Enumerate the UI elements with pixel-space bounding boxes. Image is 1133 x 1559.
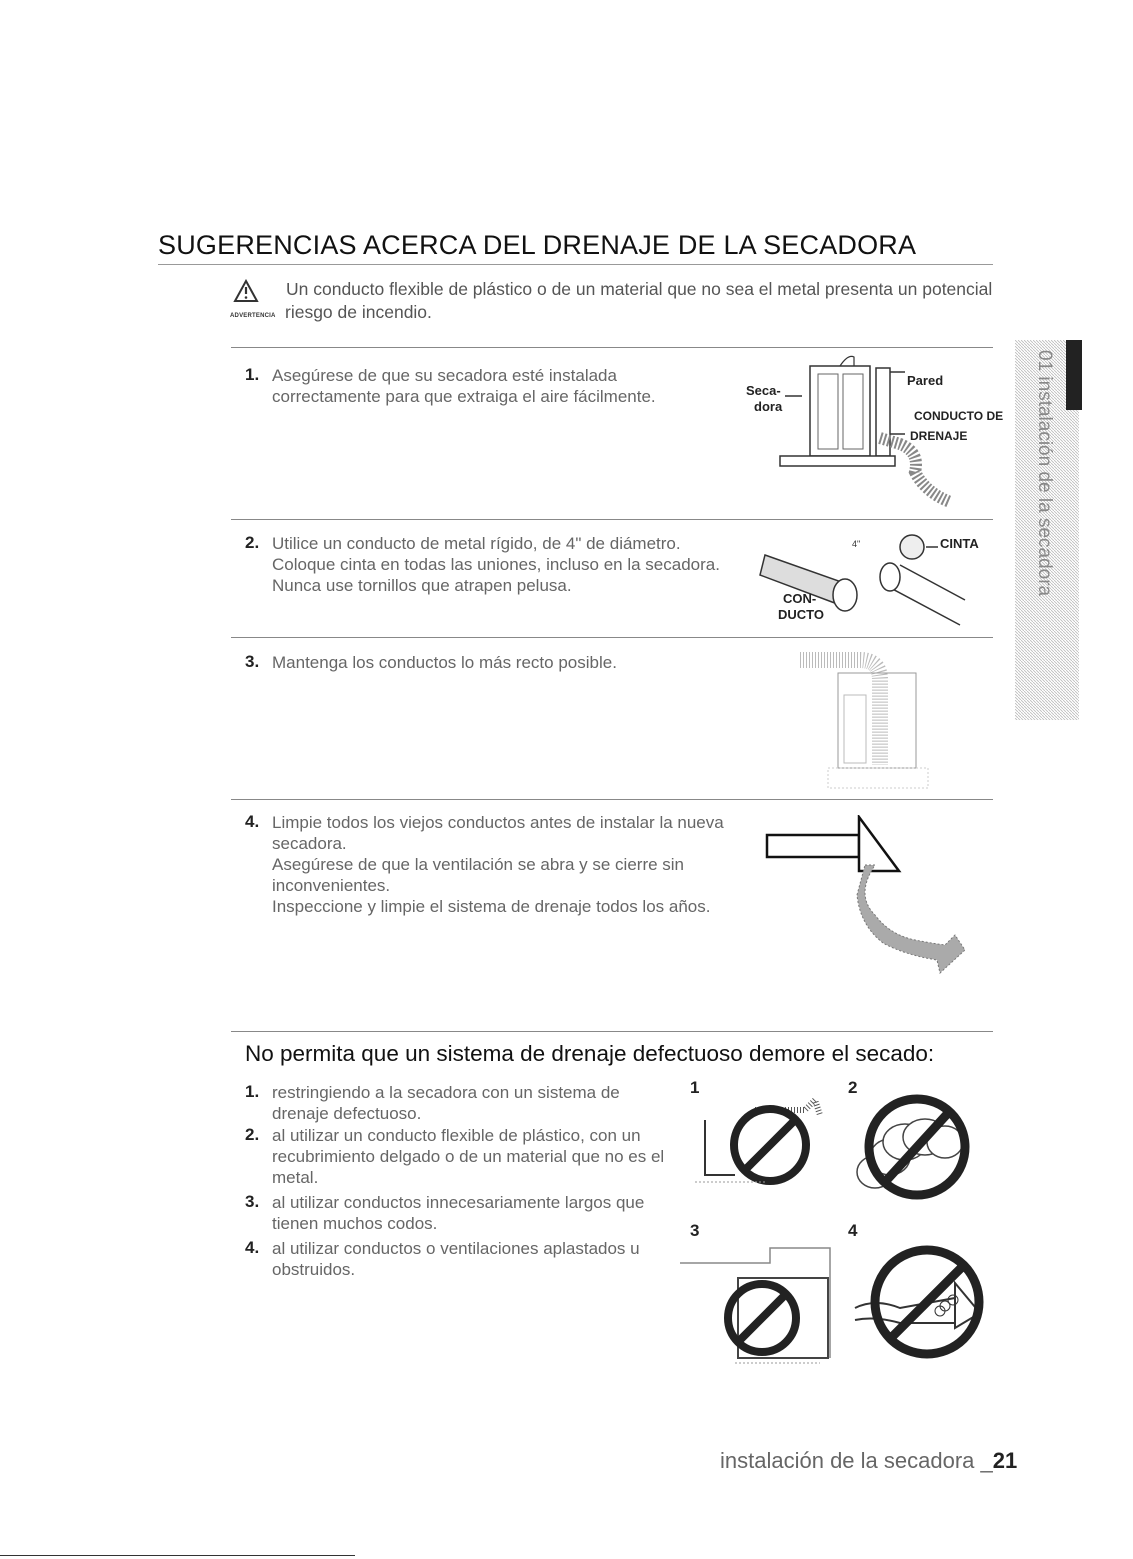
prohibited-long-duct-icon — [680, 1238, 840, 1368]
page-title: SUGERENCIAS ACERCA DEL DRENAJE DE LA SECADORA — [158, 230, 917, 260]
footer-section: instalación de la secadora _ — [720, 1448, 993, 1473]
section-divider — [231, 519, 993, 520]
step-text: Mantenga los conductos lo más recto posible. — [272, 653, 617, 672]
prohibited-restricted-duct-icon — [695, 1090, 840, 1190]
prohibited-flexible-duct-icon — [845, 1092, 995, 1202]
figure-number: 3 — [690, 1221, 700, 1240]
duct-label: DRENAJE — [910, 429, 968, 443]
bottom-rule — [0, 1555, 355, 1556]
list-item-text: al utilizar conductos o ventilaciones aplastados u obstruidos. — [272, 1239, 640, 1279]
figure-number: 1 — [690, 1078, 700, 1097]
step-number: 4. — [245, 812, 260, 831]
section-subtitle: No permita que un sistema de drenaje defectuoso demore el secado: — [245, 1041, 935, 1066]
section-divider — [231, 347, 993, 348]
list-number: 2. — [245, 1125, 260, 1144]
list-item-text: restringiendo a la secadora con un sistema de drenaje defectuoso. — [272, 1083, 620, 1123]
title-divider — [158, 264, 993, 265]
tape-label: CINTA — [940, 536, 979, 551]
straight-duct-illustration — [800, 645, 940, 795]
vent-flap-illustration — [765, 815, 980, 985]
warning-label: ADVERTENCIA — [230, 313, 276, 319]
dryer-label: dora — [754, 399, 783, 414]
chapter-tab-label: 01 instalación de la secadora — [1034, 350, 1055, 597]
figure-number: 4 — [848, 1221, 858, 1240]
prohibited-crushed-duct-icon — [845, 1238, 995, 1368]
section-divider — [231, 1031, 993, 1032]
page-number: 21 — [992, 1448, 1018, 1473]
list-item-text: al utilizar conductos innecesariamente largos que tienen muchos codos. — [272, 1193, 645, 1233]
list-item-text: al utilizar un conducto flexible de plástico, con un recubrimiento delgado o de un material que no es el metal. — [272, 1126, 665, 1187]
warning-triangle-icon — [233, 279, 259, 303]
list-number: 4. — [245, 1238, 260, 1257]
duct-label: DUCTO — [778, 607, 824, 622]
duct-label: CONDUCTO DE — [914, 409, 1004, 423]
duct-label: CON- — [783, 591, 817, 606]
step-number: 2. — [245, 533, 260, 552]
step-number: 1. — [245, 365, 260, 384]
step-text: Asegúrese de que su secadora esté instalada correctamente para que extraiga el aire fácilmente. — [272, 366, 656, 406]
diameter-label: 4" — [852, 539, 861, 549]
wall-label: Pared — [907, 373, 944, 388]
step-text: Limpie todos los viejos conductos antes de instalar la nueva secadora. Asegúrese de que la ventilación se abra y se cierre sin inconvenientes. Inspeccione y limpie el sistema de drenaje todos los años. — [272, 813, 724, 916]
section-divider — [231, 799, 993, 800]
page-footer — [720, 1448, 1017, 1474]
figure-number: 2 — [848, 1078, 858, 1097]
dryer-label: Seca- — [746, 383, 781, 398]
section-divider — [231, 637, 993, 638]
dryer-vent-illustration — [740, 352, 1015, 512]
list-number: 3. — [245, 1192, 260, 1211]
list-number: 1. — [245, 1082, 260, 1101]
warning-text-line1: Un conducto flexible de plástico o de un material que no sea el metal presenta un potencial — [286, 279, 993, 299]
step-text: Utilice un conducto de metal rígido, de 4" de diámetro. Coloque cinta en todas las uniones, incluso en la secadora. Nunca use tornillos que atrapen pelusa. — [272, 534, 720, 595]
chapter-tab-marker — [1066, 340, 1082, 410]
warning-text-line2: riesgo de incendio. — [285, 302, 432, 322]
duct-tape-illustration — [740, 525, 995, 635]
step-number: 3. — [245, 652, 260, 671]
